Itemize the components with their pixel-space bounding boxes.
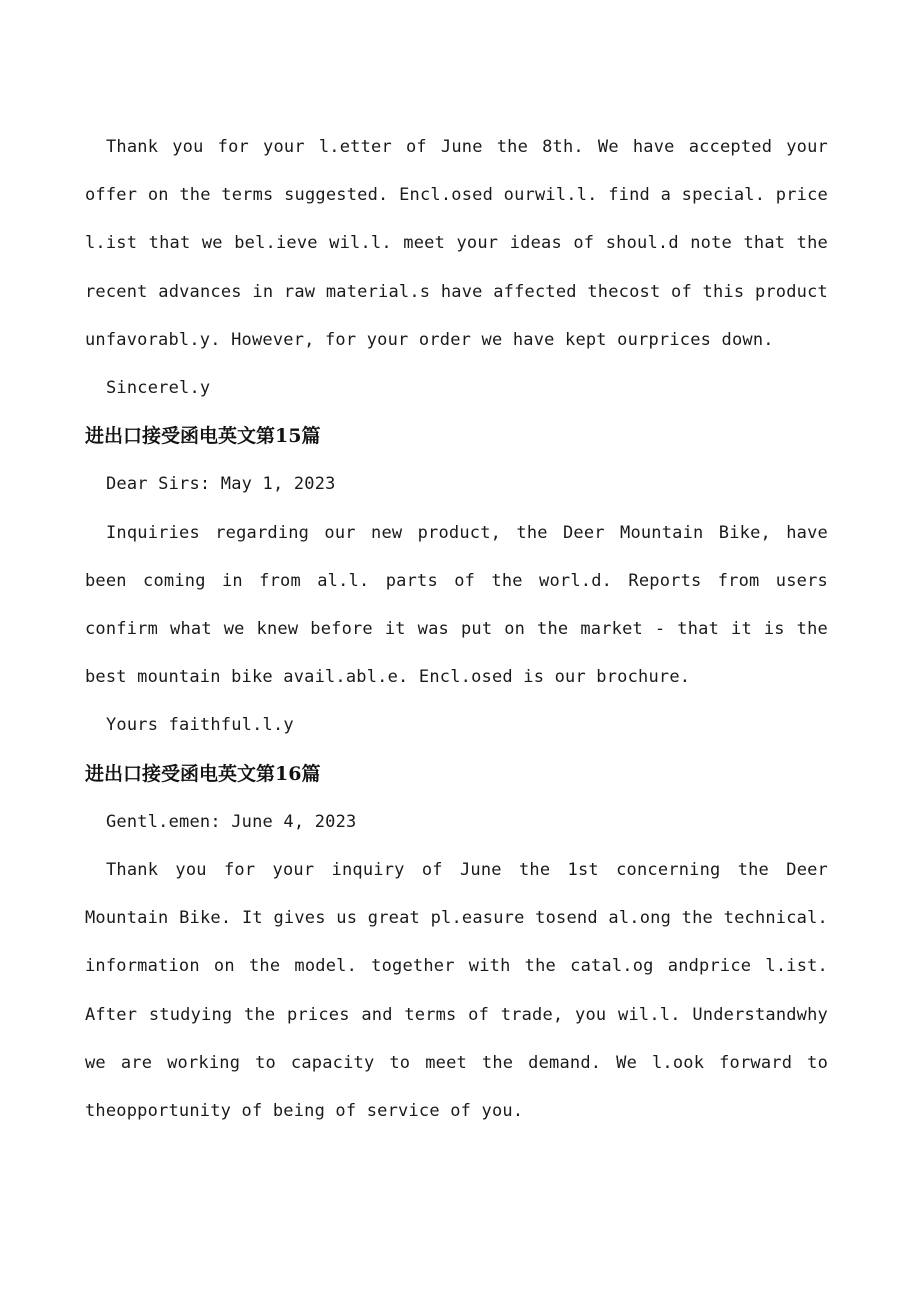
letter-body-paragraph: Thank you for your inquiry of June the 1st concerning the Deer Mountain Bike. It gives us great pl.easure tosend al.ong the technical. information on the model. together with the catal.og andprice l.ist. After studying the prices and terms of trade, you wil.l. Understandwhy we are working to capacity to meet the demand. We l.ook forward to theopportunity of being of service of you. (85, 860, 828, 1122)
letter-salutation: Gentl.emen: June 4, 2023 (106, 811, 357, 832)
letter-body-paragraph: Thank you for your l.etter of June the 8th. We have accepted your offer on the terms suggested. Encl.osed ourwil.l. find a special. price l.ist that we bel.ieve wil.l. meet your ideas of shoul.d note that the recent advances in raw material.s have affected thecost of this product unfavorabl.y. However, for your order we have kept ourprices down. (85, 137, 828, 350)
letter-body-paragraph: Inquiries regarding our new product, the Deer Mountain Bike, have been coming in from al.l. parts of the worl.d. Reports from users confirm what we knew before it was put on the market - that it is the best mountain bike avail.abl.e. Encl.osed is our brochure. (85, 522, 828, 688)
section-heading-15: 进出口接受函电英文第15篇 (85, 425, 321, 448)
letter-salutation: Dear Sirs: May 1, 2023 (106, 474, 336, 495)
section-heading-16: 进出口接受函电英文第16篇 (85, 762, 321, 785)
letter-closing: Sincerel.y (106, 378, 211, 399)
document-page (85, 123, 828, 1135)
letter-closing: Yours faithful.l.y (106, 715, 294, 736)
